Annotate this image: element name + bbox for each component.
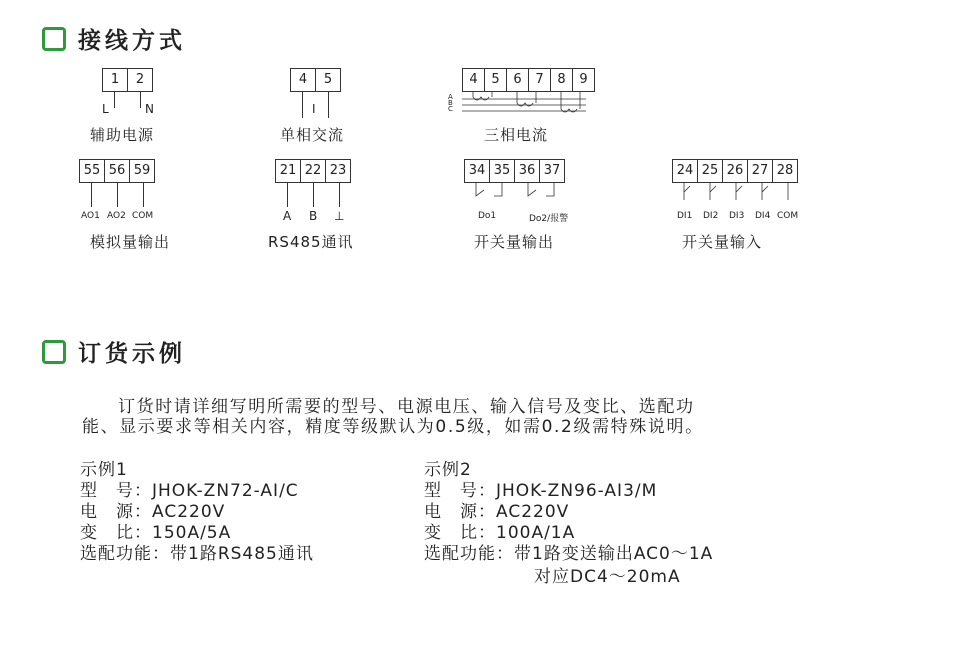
wiring-section-header	[42, 22, 186, 55]
terminal: 23	[329, 163, 347, 178]
terminal-block	[290, 68, 341, 92]
wire-label: DI3	[729, 211, 745, 221]
terminal: 9	[579, 72, 588, 87]
switch-input-diagram	[672, 159, 799, 221]
terminal: 2	[135, 72, 145, 87]
rs485-diagram	[275, 159, 351, 223]
example-model: 型 号：JHOK-ZN96-AI3/M	[424, 481, 658, 501]
wire-label: Do2/报警	[529, 214, 569, 224]
terminal: 4	[291, 69, 316, 91]
wire-label: AO1	[81, 211, 100, 221]
diagram-caption: RS485通讯	[268, 233, 354, 251]
terminal-block	[462, 68, 595, 92]
ground-icon: ⊥	[334, 209, 345, 223]
terminal-block	[464, 159, 565, 183]
terminal: 36	[515, 160, 540, 182]
phase-label: A	[448, 93, 453, 101]
wire-label: I	[312, 102, 316, 116]
section-checkbox-icon	[42, 27, 66, 51]
section-title: 接线方式	[78, 28, 186, 54]
terminal: 59	[133, 163, 151, 178]
example-ratio: 变 比：100A/1A	[424, 523, 576, 543]
terminal: 37	[543, 163, 561, 178]
wire-label: L	[102, 102, 109, 116]
paragraph-line: 能、显示要求等相关内容，精度等级默认为0.5级，如需0.2级需特殊说明。	[82, 417, 704, 437]
example-option-continued: 对应DC4～20mA	[534, 567, 681, 587]
switch-output-diagram	[464, 159, 569, 224]
terminal: 7	[529, 69, 551, 91]
terminal: 35	[490, 160, 515, 182]
terminal: 26	[723, 160, 748, 182]
phase-label: C	[448, 105, 453, 113]
aux-power-diagram	[102, 68, 154, 116]
phase-label: B	[448, 99, 453, 107]
terminal: 6	[507, 69, 529, 91]
section-title: 订货示例	[78, 341, 186, 367]
terminal: 21	[276, 160, 301, 182]
terminal: 5	[485, 69, 507, 91]
wire-label: N	[145, 102, 154, 116]
wire-label: A	[283, 209, 292, 223]
terminal: 22	[301, 160, 326, 182]
diagram-caption: 辅助电源	[90, 126, 155, 144]
terminal: 34	[465, 160, 490, 182]
terminal-block	[275, 159, 351, 183]
example-power: 电 源：AC220V	[80, 502, 226, 522]
terminal: 25	[698, 160, 723, 182]
diagram-caption: 模拟量输出	[90, 233, 171, 251]
terminal: 55	[80, 160, 105, 182]
example-title: 示例2	[424, 460, 472, 480]
example-option: 选配功能：带1路变送输出AC0～1A	[424, 544, 714, 564]
diagram-caption: 三相电流	[484, 126, 549, 144]
single-ac-diagram	[290, 68, 341, 116]
wire-label: COM	[777, 211, 799, 221]
diagram-caption: 单相交流	[280, 126, 345, 144]
switch-contact-icon	[672, 182, 802, 208]
terminal: 24	[673, 160, 698, 182]
terminal-block	[672, 159, 798, 183]
terminal: 5	[323, 72, 333, 87]
diagram-caption: 开关量输出	[474, 233, 555, 251]
terminal-block	[79, 159, 155, 183]
example-ratio: 变 比：150A/5A	[80, 523, 232, 543]
three-phase-wiring-icon	[448, 91, 588, 119]
wire-label: DI4	[755, 211, 771, 221]
wire-label: AO2	[107, 211, 126, 221]
wire-label: DI2	[703, 211, 719, 221]
section-checkbox-icon	[42, 340, 66, 364]
terminal: 27	[748, 160, 773, 182]
terminal: 56	[105, 160, 130, 182]
wire-label: DI1	[677, 211, 693, 221]
wire-label: Do1	[478, 211, 497, 221]
example-1	[80, 460, 314, 565]
analog-output-diagram	[79, 159, 155, 221]
terminal: 1	[103, 69, 128, 91]
paragraph-line: 订货时请详细写明所需要的型号、电源电压、输入信号及变比、选配功	[118, 397, 695, 417]
example-title: 示例1	[80, 460, 128, 480]
example-model: 型 号：JHOK-ZN72-AI/C	[80, 481, 299, 501]
diagram-caption: 开关量输入	[682, 233, 763, 251]
three-phase-diagram	[448, 68, 595, 113]
example-power: 电 源：AC220V	[424, 502, 570, 522]
relay-contact-icon	[464, 182, 570, 208]
example-option: 选配功能：带1路RS485通讯	[80, 544, 314, 564]
order-section-header	[42, 335, 186, 368]
terminal: 8	[551, 69, 573, 91]
wire-label: B	[309, 209, 318, 223]
terminal: 28	[776, 163, 794, 178]
wire-label: COM	[132, 211, 154, 221]
example-2	[424, 460, 713, 588]
terminal: 4	[463, 69, 485, 91]
order-instructions	[82, 397, 812, 437]
terminal-block	[102, 68, 153, 92]
